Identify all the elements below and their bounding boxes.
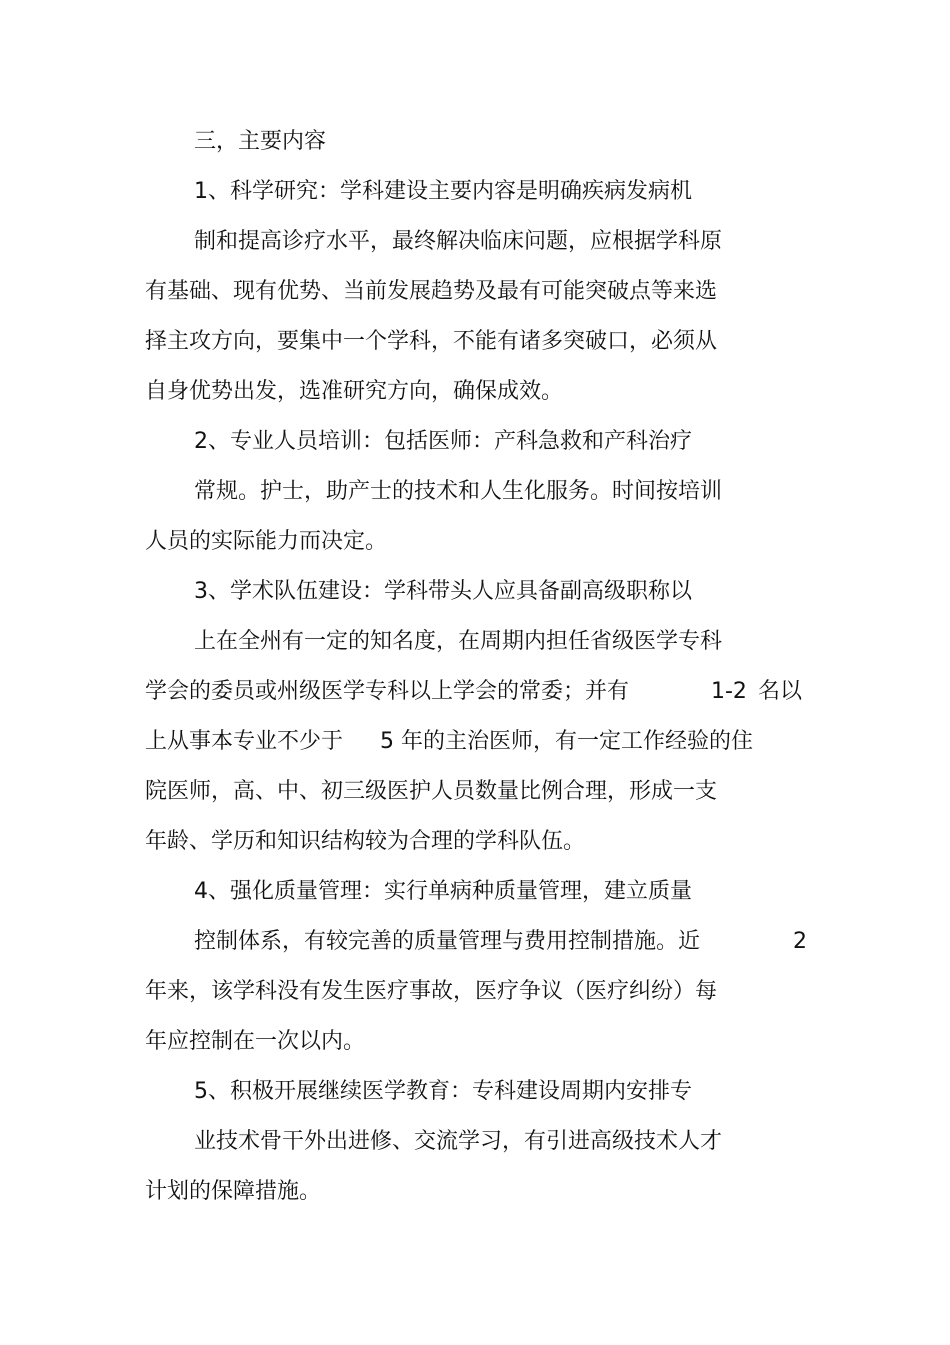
paragraph-line: 1、科学研究：学科建设主要内容是明确疾病发病机: [194, 179, 692, 204]
paragraph-line: 制和提高诊疗水平，最终解决临床问题，应根据学科原: [194, 229, 723, 254]
paragraph-line: 上在全州有一定的知名度，在周期内担任省级医学专科: [194, 629, 723, 654]
paragraph-line: 年应控制在一次以内。: [145, 1029, 366, 1054]
paragraph-line: 常规。护士，助产士的技术和人生化服务。时间按培训: [194, 479, 723, 504]
paragraph-line: 院医师，高、中、初三级医护人员数量比例合理，形成一支: [145, 779, 718, 804]
paragraph-fragment: 名以: [758, 679, 803, 704]
paragraph-line: 人员的实际能力而决定。: [145, 529, 388, 554]
paragraph-line: 学会的委员或州级医学专科以上学会的常委；并有: [145, 679, 630, 704]
paragraph-line: 自身优势出发，选准研究方向，确保成效。: [145, 379, 564, 404]
paragraph-line: 年来，该学科没有发生医疗事故，医疗争议（医疗纠纷）每: [145, 979, 718, 1004]
paragraph-line: 有基础、现有优势、当前发展趋势及最有可能突破点等来选: [145, 279, 718, 304]
paragraph-line: 择主攻方向，要集中一个学科，不能有诸多突破口，必须从: [145, 329, 718, 354]
paragraph-line: 上从事本专业不少于: [145, 729, 344, 754]
paragraph-line: 3、学术队伍建设：学科带头人应具备副高级职称以: [194, 579, 692, 604]
paragraph-line: 计划的保障措施。: [145, 1179, 322, 1204]
paragraph-fragment: 1-2: [711, 679, 747, 704]
paragraph-line: 控制体系，有较完善的质量管理与费用控制措施。近: [194, 929, 701, 954]
paragraph-line: 年龄、学历和知识结构较为合理的学科队伍。: [145, 829, 586, 854]
paragraph-fragment: 2: [793, 929, 807, 954]
paragraph-fragment: 5 年的主治医师，有一定工作经验的住: [380, 729, 753, 754]
section-heading: 三，主要内容: [194, 129, 327, 154]
paragraph-line: 业技术骨干外出进修、交流学习，有引进高级技术人才: [194, 1129, 723, 1154]
paragraph-line: 5、积极开展继续医学教育：专科建设周期内安排专: [194, 1079, 692, 1104]
paragraph-line: 2、专业人员培训：包括医师：产科急救和产科治疗: [194, 429, 692, 454]
paragraph-line: 4、强化质量管理：实行单病种质量管理，建立质量: [194, 879, 692, 904]
